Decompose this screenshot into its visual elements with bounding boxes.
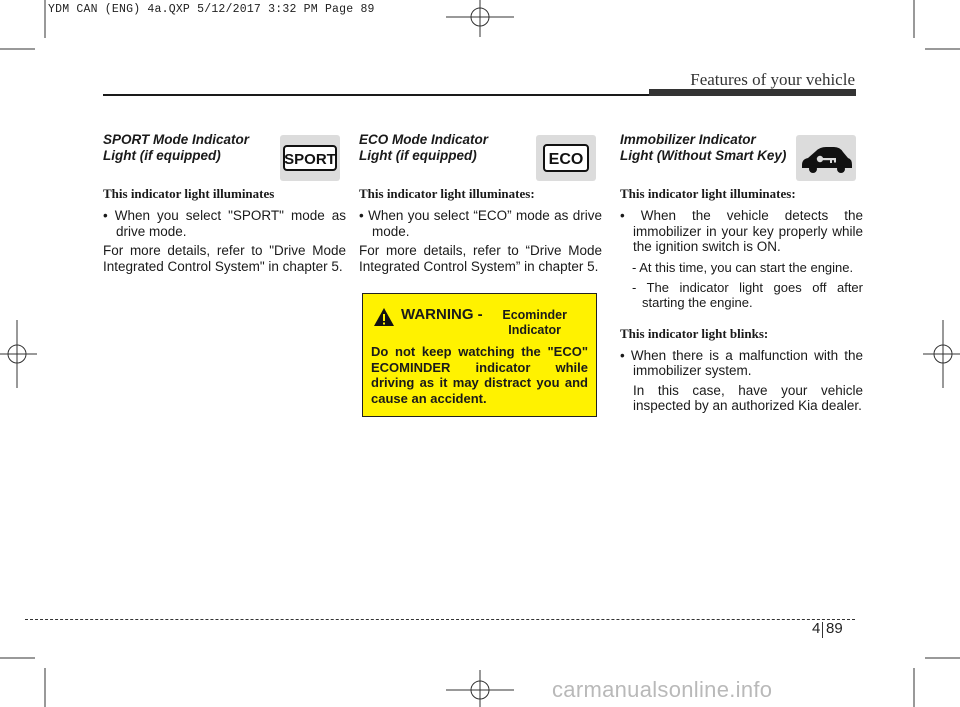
sport-icon-label: SPORT bbox=[284, 151, 336, 168]
sport-bullet: • When you select "SPORT" mode as drive mode. bbox=[103, 208, 346, 239]
immobilizer-section bbox=[620, 132, 863, 414]
warning-word: WARNING bbox=[401, 306, 474, 323]
immobilizer-sub-2: - The indicator light goes off after starting the engine. bbox=[632, 279, 863, 310]
immobilizer-lead: This indicator light illuminates: bbox=[620, 186, 796, 201]
header-rule bbox=[103, 94, 649, 96]
sport-indicator-icon bbox=[280, 135, 340, 181]
immobilizer-section-title: Immobilizer Indicator Light (Without Smart Key) bbox=[620, 132, 787, 163]
sport-section bbox=[103, 132, 346, 274]
header-title: Features of your vehicle bbox=[690, 70, 855, 89]
eco-icon-label: ECO bbox=[548, 151, 584, 168]
sport-para: For more details, refer to "Drive Mode Integrated Control System" in chapter 5. bbox=[103, 243, 346, 274]
immobilizer-bullet: • When the vehicle detects the immobilizer in your key properly while the ignition switch is ON. bbox=[620, 208, 863, 254]
car-key-icon bbox=[796, 135, 856, 181]
eco-section bbox=[359, 132, 602, 274]
eco-indicator-icon bbox=[536, 135, 596, 181]
chapter-number: 4 bbox=[812, 620, 821, 637]
warning-box bbox=[362, 293, 597, 417]
warning-header: WARNING - Ecominder Indicator bbox=[371, 306, 588, 338]
footer-rule bbox=[25, 619, 855, 620]
warning-subject: Ecominder Indicator bbox=[502, 308, 567, 337]
eco-bullet: • When you select “ECO” mode as drive mode. bbox=[359, 208, 602, 239]
page-number: 89 bbox=[826, 620, 843, 637]
header-rule-thick bbox=[649, 89, 856, 96]
immobilizer-para-2: In this case, have your vehicle inspected by an authorized Kia dealer. bbox=[633, 382, 863, 413]
eco-section-title: ECO Mode Indicator Light (if equipped) bbox=[359, 132, 489, 163]
immobilizer-sub-1: - At this time, you can start the engine. bbox=[632, 259, 854, 275]
immobilizer-lead-2: This indicator light blinks: bbox=[620, 325, 769, 341]
sport-lead: This indicator light illuminates bbox=[103, 186, 275, 201]
footer-divider bbox=[822, 622, 823, 638]
sport-section-title: SPORT Mode Indicator Light (if equipped) bbox=[103, 132, 250, 163]
warning-body: Do not keep watching the "ECO" ECOMINDER indicator while driving as it may distract you and cause an accident. bbox=[371, 344, 588, 406]
immobilizer-bullet-2: • When there is a malfunction with the immobilizer system. bbox=[620, 347, 864, 378]
watermark: carmanualsonline.info bbox=[552, 677, 773, 702]
eco-para: For more details, refer to “Drive Mode Integrated Control System” in chapter 5. bbox=[359, 243, 602, 274]
print-slug: YDM CAN (ENG) 4a.QXP 5/12/2017 3:32 PM Page 89 bbox=[48, 3, 375, 16]
warning-triangle-icon bbox=[373, 307, 395, 327]
eco-lead: This indicator light illuminates: bbox=[359, 186, 535, 201]
